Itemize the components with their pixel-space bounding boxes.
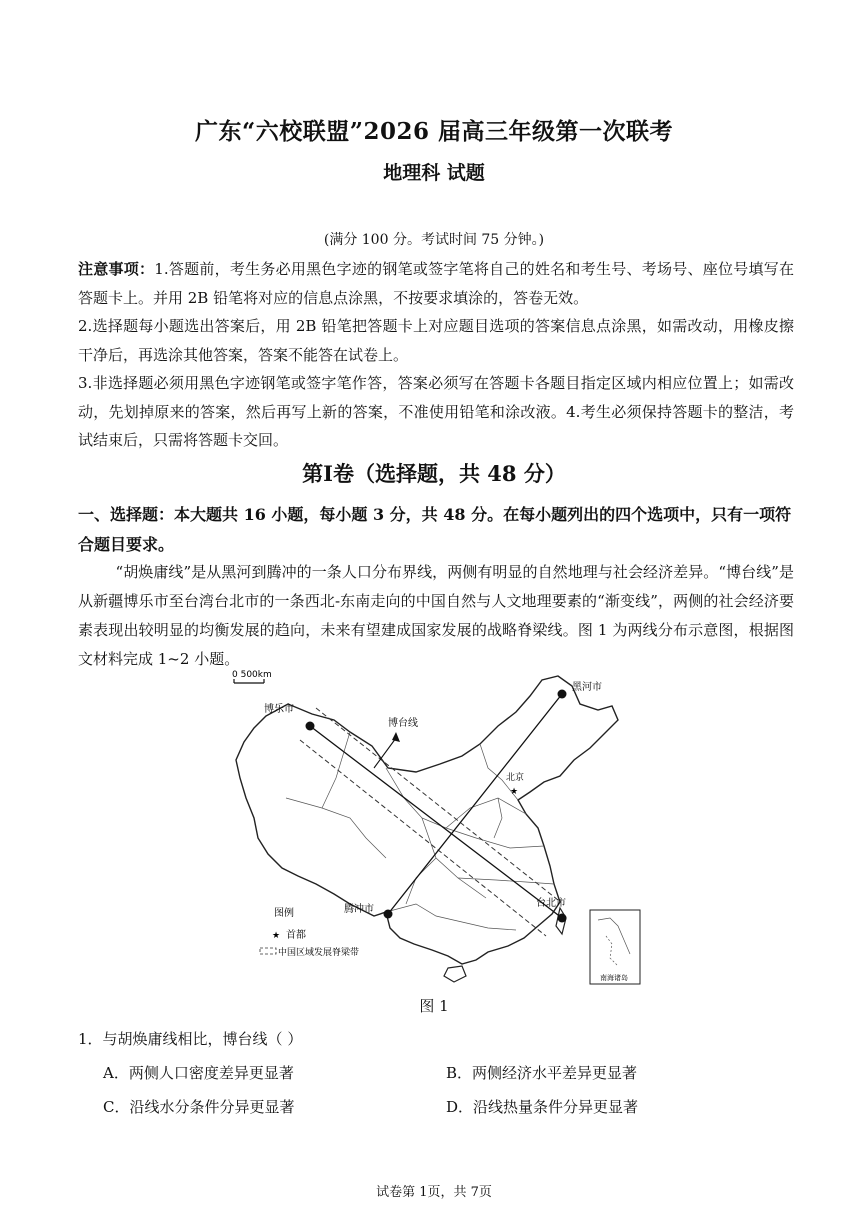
question-1-stem: 1．与胡焕庸线相比，博台线（ ） xyxy=(78,1030,303,1048)
south-china-sea-inset xyxy=(590,910,640,984)
city-dot-tengchong xyxy=(384,910,393,919)
exam-title: 广东“六校联盟”2026 届高三年级第一次联考 xyxy=(195,118,673,145)
map-city-taibei: 台北市 xyxy=(536,898,566,909)
city-dot-taibei xyxy=(558,914,567,923)
section-instruction: 一、选择题：本大题共 16 小题，每小题 3 分，共 48 分。在每小题列出的四个选项中，只有一项符合题目要求。 xyxy=(78,505,792,554)
legend-title: 图例 xyxy=(274,908,294,919)
notes-item-2: 2.选择题每小题选出答案后，用 2B 铅笔把答题卡上对应题目选项的答案信息点涂黑，如需改动，用橡皮擦干净后，再选涂其他答案，答案不能答在试卷上。 xyxy=(78,317,794,364)
option-d: D．沿线热量条件分异更显著 xyxy=(446,1098,639,1116)
notes-item-1: 注意事项：1.答题前，考生务必用黑色字迹的钢笔或签字笔将自己的姓名和考生号、考场号、座位号填写在答题卡上。并用 2B 铅笔将对应的信息点涂黑，不按要求填涂的，答卷无效。 xyxy=(78,260,794,307)
city-dot-bole xyxy=(306,722,315,731)
map-scale: 0 500km xyxy=(232,670,272,680)
notes-label: 注意事项： xyxy=(78,260,155,278)
star-icon: ★ xyxy=(510,787,519,797)
section-title: 第Ⅰ卷（选择题，共 48 分） xyxy=(302,461,566,486)
legend-zone: 中国区域发展脊梁带 xyxy=(278,948,360,958)
map-line-label: 博台线 xyxy=(388,718,418,729)
legend-dash-icon xyxy=(260,948,276,954)
map-city-bole: 博乐市 xyxy=(264,704,294,715)
material-text: “胡焕庸线”是从黑河到腾冲的一条人口分布界线，两侧有明显的自然地理与社会经济差异。“博台线”是从新疆博乐市至台湾台北市的一条西北-东南走向的中国自然与人文地理要素的“渐变线”，两侧的社会经济要素表现出较明显的均衡发展的趋向，未来有望建成国家发展的战略脊梁线。图 1 为两线分布示意图，根据图文材料完成 1~2 小题。 xyxy=(78,563,794,668)
option-a: A．两侧人口密度差异更显著 xyxy=(103,1064,294,1082)
china-map-figure xyxy=(226,668,646,990)
legend-star-icon: ★ xyxy=(272,931,281,941)
exam-subtitle: 地理科 试题 xyxy=(383,162,485,184)
page-footer: 试卷第 1页，共 7页 xyxy=(376,1185,492,1200)
hainan-island xyxy=(444,966,466,982)
notes-item-3: 3.非选择题必须用黑色字迹钢笔或签字笔作答，答案必须写在答题卡各题目指定区域内相应位置上；如需改动，先划掉原来的答案，然后再写上新的答案，不准使用铅笔和涂改液。4.考生必须保持答题卡的整洁，考试结束后，只需将答题卡交回。 xyxy=(78,374,794,449)
inset-label: 南海诸岛 xyxy=(600,974,628,982)
map-city-beijing: 北京 xyxy=(506,773,525,783)
bo-tai-line xyxy=(310,726,562,918)
arrow-icon xyxy=(392,732,400,742)
province-boundaries xyxy=(286,732,554,930)
city-dot-heihe xyxy=(558,690,567,699)
option-c: C．沿线水分条件分异更显著 xyxy=(103,1098,295,1116)
exam-info: (满分 100 分。考试时间 75 分钟。) xyxy=(323,232,545,248)
legend-capital: 首都 xyxy=(286,930,306,941)
map-city-tengchong: 腾冲市 xyxy=(344,904,374,915)
option-b: B．两侧经济水平差异更显著 xyxy=(446,1064,638,1082)
figure-caption: 图 1 xyxy=(419,997,449,1015)
notes-block xyxy=(78,255,794,455)
map-city-heihe: 黑河市 xyxy=(572,682,602,693)
